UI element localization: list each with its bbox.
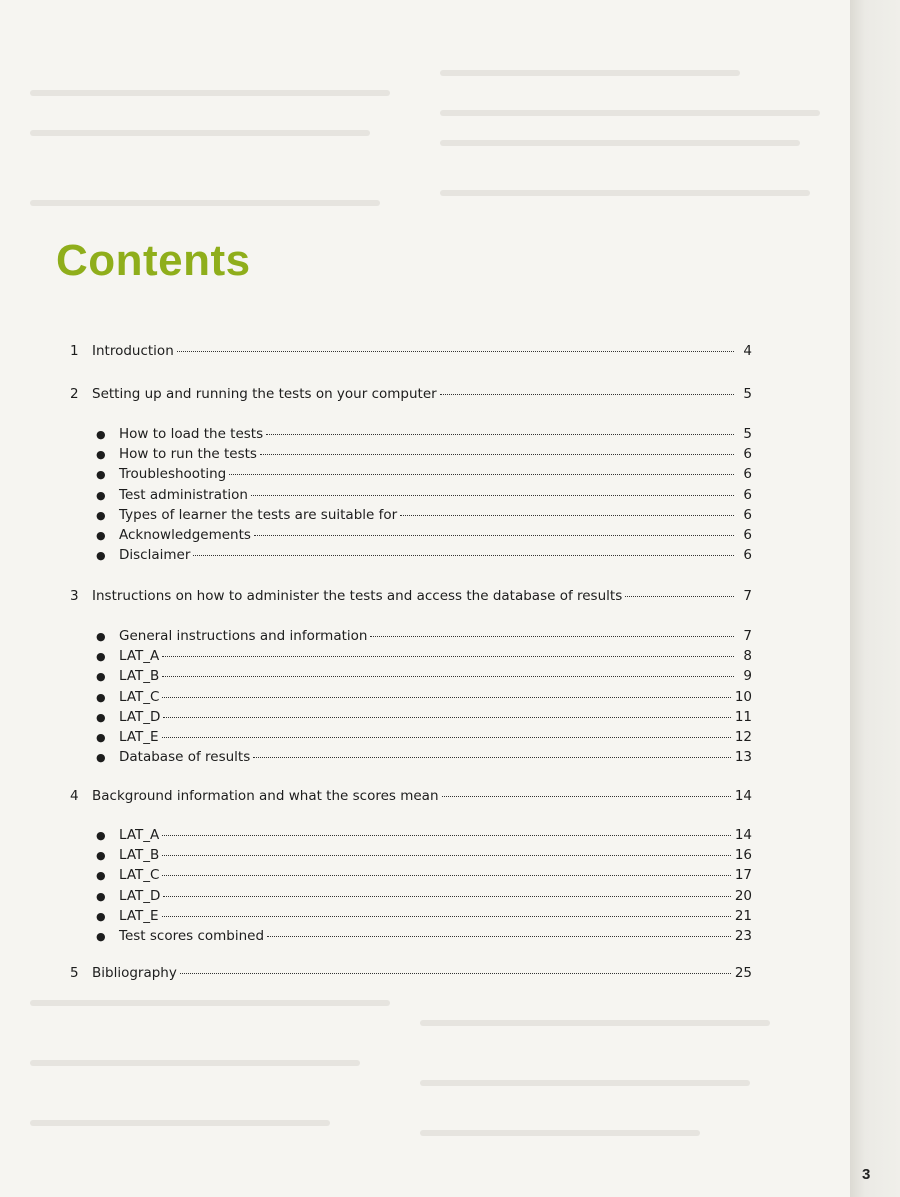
section-title: Troubleshooting xyxy=(119,466,227,483)
page-reference: 14 xyxy=(734,827,752,843)
dot-leader xyxy=(251,494,734,496)
toc-item-row xyxy=(96,667,752,686)
dot-leader xyxy=(162,834,731,836)
bullet-icon: ● xyxy=(96,529,106,542)
section-title: General instructions and information xyxy=(119,628,368,644)
page-reference: 7 xyxy=(743,588,752,604)
dot-leader xyxy=(229,473,734,475)
chapter-number: 4 xyxy=(70,788,79,804)
chapter-title: Instructions on how to administer the tests and access the database of results xyxy=(92,588,623,604)
dot-leader xyxy=(162,696,730,698)
bullet-icon: ● xyxy=(96,710,106,724)
section-title: LAT_D xyxy=(119,708,161,725)
dot-leader xyxy=(163,716,730,718)
toc-item-row xyxy=(96,887,752,906)
toc-item-row xyxy=(96,546,752,565)
bullet-icon: ● xyxy=(96,751,106,765)
toc-item-row xyxy=(96,866,752,885)
dot-leader xyxy=(266,433,734,435)
dot-leader xyxy=(162,675,734,677)
page-reference: 21 xyxy=(734,907,752,924)
section-title: LAT_B xyxy=(119,847,160,864)
dot-leader xyxy=(162,736,731,738)
dot-leader xyxy=(177,350,734,352)
bullet-icon: ● xyxy=(96,731,106,744)
dot-leader xyxy=(193,554,734,556)
page-reference: 6 xyxy=(743,506,752,523)
bullet-icon: ● xyxy=(96,650,106,664)
section-title: LAT_D xyxy=(119,887,161,904)
toc-item-row xyxy=(96,907,752,926)
toc-chapter-row xyxy=(70,587,752,605)
bullet-icon: ● xyxy=(96,508,106,522)
section-title: How to run the tests xyxy=(119,446,257,463)
section-title: Test scores combined xyxy=(119,928,265,944)
toc-chapter-row xyxy=(70,964,752,982)
dot-leader xyxy=(253,756,731,758)
bullet-icon: ● xyxy=(96,428,106,441)
section-title: LAT_E xyxy=(119,729,159,745)
bullet-icon: ● xyxy=(96,909,106,923)
dot-leader xyxy=(163,895,730,897)
page-reference: 6 xyxy=(743,527,752,543)
dot-leader xyxy=(162,854,731,856)
section-title: LAT_A xyxy=(119,648,160,665)
dot-leader xyxy=(180,972,731,974)
section-title: LAT_C xyxy=(119,867,160,884)
section-title: Disclaimer xyxy=(119,547,191,564)
chapter-number: 2 xyxy=(70,386,79,402)
bullet-icon: ● xyxy=(96,630,106,643)
toc-chapter-row xyxy=(70,342,752,360)
toc-item-row xyxy=(96,627,752,646)
dot-leader xyxy=(400,514,734,516)
dot-leader xyxy=(267,935,731,937)
section-title: Test administration xyxy=(119,486,248,503)
dot-leader xyxy=(370,635,734,637)
section-title: LAT_B xyxy=(119,668,160,685)
page-reference: 4 xyxy=(743,343,752,359)
dot-leader xyxy=(440,393,734,395)
page-reference: 14 xyxy=(734,788,752,804)
toc-item-row xyxy=(96,728,752,747)
section-title: Database of results xyxy=(119,749,251,766)
toc-item-row xyxy=(96,846,752,865)
dot-leader xyxy=(260,453,734,455)
bullet-icon: ● xyxy=(96,670,106,684)
bullet-icon: ● xyxy=(96,849,106,863)
chapter-title: Setting up and running the tests on your computer xyxy=(92,386,437,402)
chapter-number: 5 xyxy=(70,965,79,981)
section-title: LAT_C xyxy=(119,688,160,705)
page-reference: 6 xyxy=(743,446,752,463)
page-edge xyxy=(850,0,900,1197)
section-title: LAT_E xyxy=(119,907,159,924)
page-reference: 5 xyxy=(743,386,752,402)
page-reference: 7 xyxy=(743,628,752,644)
chapter-number: 1 xyxy=(70,343,79,359)
bullet-icon: ● xyxy=(96,829,106,842)
section-title: Types of learner the tests are suitable for xyxy=(119,506,398,523)
toc-item-row xyxy=(96,826,752,845)
dot-leader xyxy=(442,795,731,797)
page-number: 3 xyxy=(862,1166,871,1183)
toc-item-row xyxy=(96,647,752,666)
page-reference: 6 xyxy=(743,547,752,564)
bullet-icon: ● xyxy=(96,690,106,704)
toc-item-row xyxy=(96,425,752,444)
page-reference: 9 xyxy=(743,668,752,685)
page-reference: 8 xyxy=(743,648,752,665)
dot-leader xyxy=(162,874,730,876)
page-reference: 12 xyxy=(734,729,752,745)
page-reference: 5 xyxy=(743,426,752,442)
dot-leader xyxy=(254,534,734,536)
dot-leader xyxy=(625,595,734,597)
toc-chapter-row xyxy=(70,385,752,403)
toc-chapter-row xyxy=(70,787,752,805)
section-title: How to load the tests xyxy=(119,426,264,442)
toc-item-row xyxy=(96,748,752,767)
page-reference: 6 xyxy=(743,486,752,503)
toc-item-row xyxy=(96,506,752,525)
chapter-title: Introduction xyxy=(92,343,174,359)
page-reference: 11 xyxy=(734,708,752,725)
chapter-title: Bibliography xyxy=(92,965,177,981)
page-reference: 10 xyxy=(734,688,752,705)
toc-item-row xyxy=(96,688,752,707)
dot-leader xyxy=(162,915,731,917)
bullet-icon: ● xyxy=(96,549,106,563)
bullet-icon: ● xyxy=(96,930,106,943)
page-reference: 23 xyxy=(734,928,752,944)
page-reference: 20 xyxy=(734,887,752,904)
page-title: Contents xyxy=(56,236,251,285)
page-reference: 25 xyxy=(734,965,752,981)
page-reference: 13 xyxy=(734,749,752,766)
toc-item-row xyxy=(96,486,752,505)
bullet-icon: ● xyxy=(96,869,106,883)
chapter-title: Background information and what the scores mean xyxy=(92,788,439,804)
toc-item-row xyxy=(96,708,752,727)
page-reference: 16 xyxy=(734,847,752,864)
page-reference: 17 xyxy=(734,867,752,884)
bullet-icon: ● xyxy=(96,468,106,482)
bullet-icon: ● xyxy=(96,448,106,462)
bullet-icon: ● xyxy=(96,488,106,502)
bullet-icon: ● xyxy=(96,889,106,903)
page-reference: 6 xyxy=(743,466,752,483)
toc-item-row xyxy=(96,526,752,545)
toc-item-row xyxy=(96,927,752,946)
toc-item-row xyxy=(96,445,752,464)
section-title: Acknowledgements xyxy=(119,527,251,543)
dot-leader xyxy=(162,655,734,657)
chapter-number: 3 xyxy=(70,588,79,604)
toc-item-row xyxy=(96,465,752,484)
section-title: LAT_A xyxy=(119,827,160,843)
